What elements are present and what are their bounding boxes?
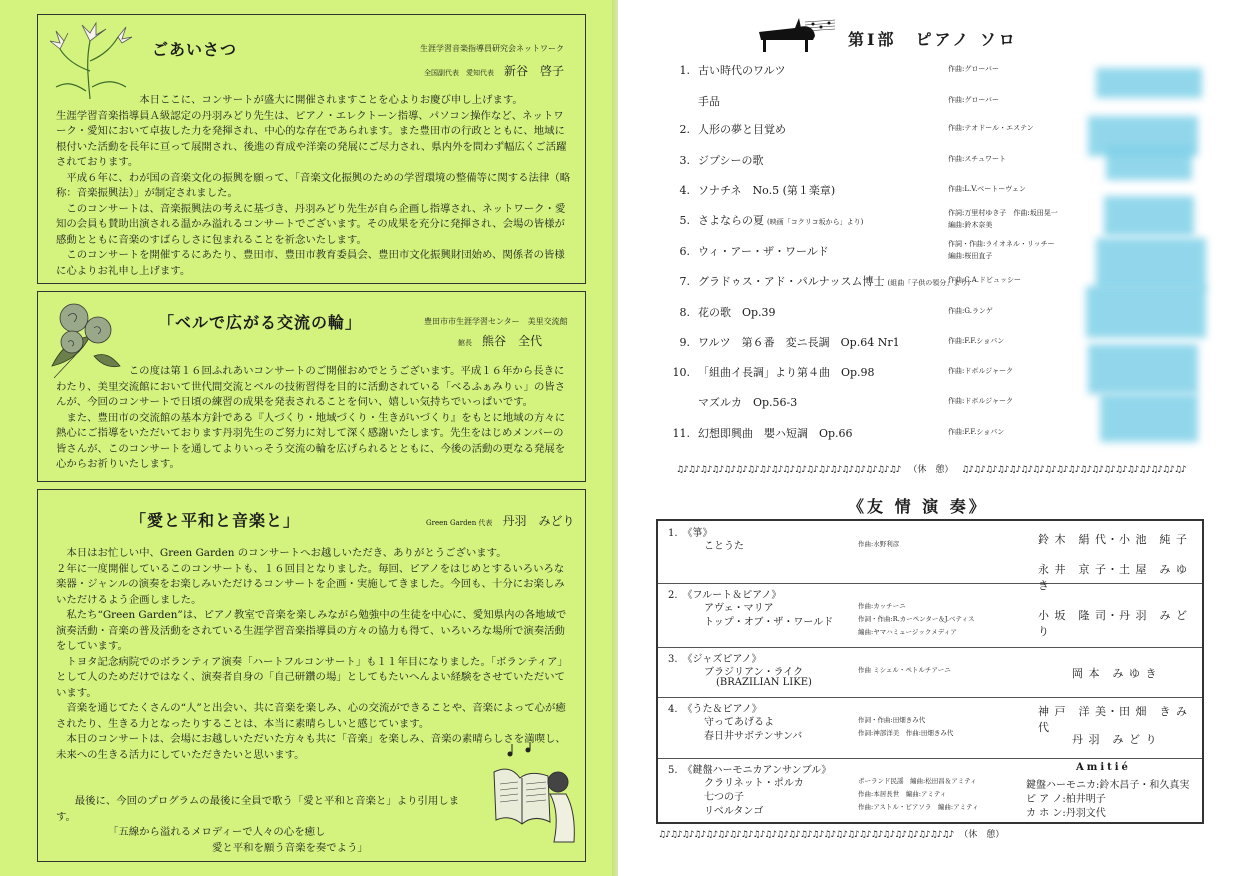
program-item xyxy=(668,273,1021,289)
greeting-paragraph: 本日ここに、コンサートが盛大に開催されますことを心よりお慶び申し上げます。 xyxy=(139,94,523,106)
program-composer: 作曲:グローバー xyxy=(948,65,1000,73)
program-number: 8. xyxy=(679,306,690,319)
friend-credit: 作詞・作曲:田畑きみ代 xyxy=(858,716,926,724)
peace-paragraph: 私たち“Green Garden”は、ピアノ教室で音楽を楽しみながら勉強中の生徒を中心に、愛知県内の各地域で演奏活動・音楽の普及活動をされている生涯学習音楽指導員の方々の協力も得て、いろいろな場所で演奏活動をしています。 xyxy=(56,609,567,652)
bell-name: 熊谷 全代 xyxy=(482,334,543,348)
program-composer: 作曲:スチュワート xyxy=(948,155,1007,163)
greeting-paragraph: 生涯学習音楽指導員Ａ級認定の丹羽みどり先生は、ピアノ・エレクトーン指導、パソコン操作など、ネットワーク・愛知において卓抜した力を発揮され、中心的な存在であられます。また豊田市の行政とともに、地域に根付いた活動を長年に亘って展開され、後進の育成や洋楽の発展にご尽力され、県内外を問わず幅広くご活躍されております。 xyxy=(56,109,567,168)
greeting-name: 新谷 啓子 xyxy=(504,64,565,78)
friend-performance-box xyxy=(656,519,1204,824)
program-item xyxy=(668,182,1027,198)
program-number: 6. xyxy=(679,245,690,258)
friend-credit: 作曲:アストル・ピアソラ 編曲:アミティ xyxy=(858,803,979,811)
bell-title: 「ベルで広がる交流の輪」 xyxy=(158,313,363,332)
program-composer: 作曲:ドボルジャーク xyxy=(948,397,1014,405)
greeting-paragraph: このコンサートは、音楽振興法の考えに基づき、丹羽みどり先生が自ら企画し指導され、ネットワーク・愛知の会員も賛助出演される温かみ溢れるコンサートでございます。その成果を充分に発揮され、会場の皆様が感動とともに音楽のすばらしさに包まれることを祈念いたします。 xyxy=(56,202,566,246)
program-title: 古い時代のワルツ xyxy=(698,64,786,77)
peace-paragraph: ２年に一度開催しているこのコンサートも、１６回目となりました。毎回、ピアノをはじめとするいろいろな楽器・ジャンルの演奏をお楽しみいただけるコンサートを企画・実施してきました。今回も、十分にお楽しみいただけるよう企画しました。 xyxy=(56,562,565,606)
break-label: （休 憩） xyxy=(959,830,1005,840)
program-composer: 作曲:ドボルジャーク xyxy=(948,367,1014,375)
redacted-performer xyxy=(1106,146,1192,180)
peace-paragraph: 本日はお忙しい中、Green Garden のコンサートへお越しいただき、ありがとうございます。 xyxy=(66,547,507,559)
notes-divider-1 xyxy=(676,462,1186,475)
program-item xyxy=(668,334,1005,350)
bell-signature xyxy=(458,332,542,349)
music-notes: ♫♪♫♪♫♪♫♪♫♪♫♪♫♪♫♪♫♪♫♪♫♪♫♪♫♪♫♪♫♪♫♪♫♪♫♪♫♪ xyxy=(676,465,901,475)
friend-performer: 鍵盤ハーモニカ:鈴木昌子・和久真実 xyxy=(1026,780,1190,791)
program-title: 花の歌 Op.39 xyxy=(698,306,776,319)
peace-name: 丹羽 みどり xyxy=(502,514,575,528)
program-number: 9. xyxy=(679,336,690,349)
friend-heading: 1. 《箏》 xyxy=(668,528,713,539)
program-composer: 作曲:グローバー xyxy=(948,96,1000,104)
program-title: 手品 xyxy=(698,95,720,108)
program-title: ジプシーの歌 xyxy=(698,154,764,167)
friend-performer: 丹 羽 み ど り xyxy=(1072,733,1158,746)
greeting-role: 全国副代表 愛知代表 xyxy=(424,69,494,77)
greeting-org: 生涯学習音楽指導員研究会ネットワーク xyxy=(420,44,564,53)
program-item xyxy=(668,209,1058,229)
friend-row xyxy=(658,521,1202,592)
program-note: (映画「コクリコ坂から」より) xyxy=(767,218,864,226)
program-title: 人形の夢と目覚め xyxy=(698,123,786,136)
program-arranger: 編曲:桜田直子 xyxy=(948,252,993,260)
program-composer: 作曲:テオドール・エステン xyxy=(948,124,1034,132)
friend-credit: ポーランド民謡 編曲:松田昌＆アミティ xyxy=(858,777,977,785)
friend-row xyxy=(658,583,1202,648)
friend-performer: 神 戸 洋 美・田 畑 き み 代 xyxy=(1038,705,1188,734)
friend-performer: ピ ア ノ:柏井明子 xyxy=(1026,794,1106,805)
friend-piece: ブラジリアン・ライク xyxy=(704,667,804,678)
friend-heading: 5. 《鍵盤ハーモニカアンサンブル》 xyxy=(668,765,832,776)
program-title: ウィ・アー・ザ・ワールド xyxy=(698,245,829,258)
friend-performer: カ ホ ン:丹羽文代 xyxy=(1026,808,1106,819)
program-composer: 作曲:G.ランゲ xyxy=(948,307,993,315)
friend-heading: 4. 《うた＆ピアノ》 xyxy=(668,704,762,715)
program-composer: 作曲:C.A.ドビュッシー xyxy=(948,276,1021,284)
program-item xyxy=(668,62,1000,78)
program-number: 7. xyxy=(679,275,690,288)
program-item xyxy=(668,394,1014,410)
program-number: 1. xyxy=(679,64,690,77)
friend-piece: 七つの子 xyxy=(704,792,744,803)
friend-credit: 作詞・作曲:R.カーペンター＆J.ベティス xyxy=(858,615,975,623)
redacted-performer xyxy=(1100,394,1198,442)
program-title: マズルカ Op.56-3 xyxy=(698,396,798,409)
program-composer: 作詞・作曲:ライオネル・リッチー xyxy=(948,240,1055,248)
girl-reading-music-illustration xyxy=(490,742,578,854)
program-composer: 作曲:F.F.ショパン xyxy=(948,337,1005,345)
program-composer: 作曲:F.F.ショパン xyxy=(948,428,1005,436)
friend-credit: 編曲:ヤマハミュージックメディア xyxy=(858,628,957,636)
bell-paragraph: また、豊田市の交流館の基本方針である『人づくり・地域づくり・生きがいづくり』をもとに地域の方々に熱心にご指導をいただいております丹羽先生のご努力に対して深く感謝いたします。先生をはじめメンバーの皆さんが、このコンサートを通してよりいっそう交流の輪を広げられるとともに、今後の活動の更なる発展を心からお祈りいたします。 xyxy=(56,411,566,470)
program-composer: 作曲:L.V.ベートーヴェン xyxy=(948,185,1027,193)
program-title: 「組曲イ長調」より第４曲 Op.98 xyxy=(698,366,875,379)
friend-piece: トップ・オブ・ザ・ワールド xyxy=(704,617,834,628)
greeting-box xyxy=(37,14,586,284)
program-item xyxy=(668,304,993,320)
redacted-performer xyxy=(1104,196,1194,236)
program-title: ワルツ 第６番 変ニ長調 Op.64 Nr1 xyxy=(698,336,900,349)
break-label: （休 憩） xyxy=(908,465,954,475)
lily-illustration xyxy=(46,21,134,101)
program-note: (組曲「子供の領分」より) xyxy=(887,279,970,287)
program-item xyxy=(668,425,1005,441)
friend-row xyxy=(658,697,1202,759)
friend-piece: リベルタンゴ xyxy=(704,806,764,817)
peace-title: 「愛と平和と音楽と」 xyxy=(130,511,301,530)
peace-closing-block xyxy=(56,794,465,856)
music-notes: ♫♪♫♪♫♪♫♪♫♪♫♪♫♪♫♪♫♪♫♪♫♪♫♪♫♪♫♪♫♪♫♪♫♪♫♪♫♪♫♪♫♪♫♪♫♪♫♪♫♪ xyxy=(658,830,954,840)
program-item xyxy=(668,121,1034,137)
peace-quote-line-1: 「五線から溢れるメロディーで人々の心を癒し xyxy=(108,826,326,838)
friend-piece: ことうた xyxy=(704,541,744,552)
peace-body xyxy=(56,546,571,763)
friend-heading: 2. 《フルート＆ピアノ》 xyxy=(668,590,782,601)
peace-paragraph: 本日のコンサートは、会場にお越しいただいた方々も共に「音楽」を楽しみ、音楽の素晴らしさを満喫し、未来への生きる活力にしていただきたいと思います。 xyxy=(56,733,566,761)
greeting-body xyxy=(56,93,571,279)
friend-piece: クラリネット・ポルカ xyxy=(704,778,804,789)
friend-performer: Amitié xyxy=(1076,762,1131,773)
redacted-performer xyxy=(1088,344,1198,394)
part-title: 第Ⅰ部 ピアノ ソロ xyxy=(848,30,1018,49)
friend-credit: 作曲:水野利彦 xyxy=(858,540,900,548)
peace-signature xyxy=(426,512,574,529)
redacted-performer xyxy=(1096,68,1202,98)
program-title: さよならの夏 xyxy=(698,214,764,227)
music-notes: ♫♪♫♪♫♪♫♪♫♪♫♪♫♪♫♪♫♪♫♪♫♪♫♪♫♪♫♪♫♪♫♪♫♪♫♪♫♪ xyxy=(961,465,1186,475)
program-title: グラドゥス・アド・パルナッスム博士 xyxy=(698,275,885,288)
bell-body xyxy=(56,364,571,473)
redacted-performer xyxy=(1096,238,1206,290)
friend-performer: 鈴 木 絹 代・小 池 純 子 xyxy=(1038,533,1188,546)
friend-piece: 守ってあげるよ xyxy=(704,717,774,728)
friend-credit: 作詞:神部洋美 作曲:田畑きみ代 xyxy=(858,729,954,737)
grand-piano-icon xyxy=(755,18,835,54)
friend-title: 《友 情 演 奏》 xyxy=(848,497,988,516)
program-item xyxy=(668,240,1055,260)
friend-performer: 永 井 京 子・土 屋 み ゆ き xyxy=(1038,563,1188,592)
bell-role: 館長 xyxy=(458,339,472,347)
bell-org: 豊田市市生涯学習センター 美里交流館 xyxy=(424,317,568,326)
greeting-signature xyxy=(424,62,564,79)
program-title: 幻想即興曲 嬰ハ短調 Op.66 xyxy=(698,427,853,440)
bell-paragraph: この度は第１６回ふれあいコンサートのご開催おめでとうございます。平成１６年から長きにわたり、美里交流館において世代間交流とベルの技術習得を目的に活動されている「べるふぁみりぃ」の皆さんが、今回のコンサートで日頃の練習の成果を発表されることを伺い、嬉しい気持ちでいっぱいです。 xyxy=(56,365,566,408)
program-number: 5. xyxy=(679,214,690,227)
friend-performer: 小 坂 隆 司・丹 羽 み ど り xyxy=(1038,609,1188,638)
peace-closing: 最後に、今回のプログラムの最後に全員で歌う「愛と平和と音楽と」より引用します。 xyxy=(56,795,460,823)
program-number: 2. xyxy=(679,123,690,136)
friend-credit: 作曲:本居長世 編曲:アミティ xyxy=(858,790,947,798)
friend-piece: 春日井サボテンサンバ xyxy=(704,731,803,742)
program-title: ソナチネ No.5 (第１楽章) xyxy=(698,184,836,197)
program-item xyxy=(668,93,1000,109)
left-page xyxy=(0,0,618,876)
notes-divider-2 xyxy=(658,827,1004,840)
greeting-paragraph: このコンサートを開催するにあたり、豊田市、豊田市教育委員会、豊田市文化振興財団始め、関係者の皆様に心よりお礼申し上げます。 xyxy=(56,249,565,277)
program-composer: 作詞:万里村ゆき子 作曲:坂田晃一 xyxy=(948,209,1058,217)
friend-heading: 3. 《ジャズピアノ》 xyxy=(668,654,762,665)
right-page xyxy=(618,0,1240,876)
friend-row xyxy=(658,647,1202,698)
peace-quote-line-2: 愛と平和を願う音楽を奏でよう」 xyxy=(212,841,368,854)
peace-box xyxy=(37,489,586,862)
friend-piece: アヴェ・マリア xyxy=(704,603,774,614)
greeting-paragraph: 平成６年に、わが国の音楽文化の振興を願って、「音楽文化振興のための学習環境の整備等に関する法律（略称：音楽振興法）」が制定されました。 xyxy=(56,171,571,199)
program-number: 3. xyxy=(679,154,690,167)
friend-performer: 岡 本 み ゆ き xyxy=(1072,667,1158,680)
friend-credit: 作曲 ミシェル・ペトルチアーニ xyxy=(858,666,951,674)
program-number: 4. xyxy=(679,184,690,197)
program-item xyxy=(668,152,1007,168)
bell-box xyxy=(37,291,586,482)
friend-row xyxy=(658,758,1202,822)
peace-paragraph: 音楽を通じてたくさんの“人”と出会い、共に音楽を楽しみ、心の交流ができることや、音楽によって心が癒されたり、生きる力となったりすることは、本当に素晴らしいと感じています。 xyxy=(56,702,566,730)
program-number: 11. xyxy=(672,427,690,440)
friend-credit: 作曲:カッチーニ xyxy=(858,602,906,610)
program-arranger: 編曲:鈴木奈美 xyxy=(948,221,993,229)
greeting-title: ごあいさつ xyxy=(152,40,238,59)
friend-piece: (BRAZILIAN LIKE) xyxy=(716,677,812,688)
program-item xyxy=(668,364,1014,380)
redacted-performer xyxy=(1086,286,1206,338)
peace-paragraph: トヨタ記念病院でのボランティア演奏「ハートフルコンサート」も１１年目になりました。「ボランティア」として人のためだけではなく、演奏者自身の「自己研鑽の場」としてもたいへんよい経験をさせていただいています。 xyxy=(56,655,568,699)
program-number: 10. xyxy=(672,366,690,379)
peace-org: Green Garden 代表 xyxy=(426,519,493,527)
